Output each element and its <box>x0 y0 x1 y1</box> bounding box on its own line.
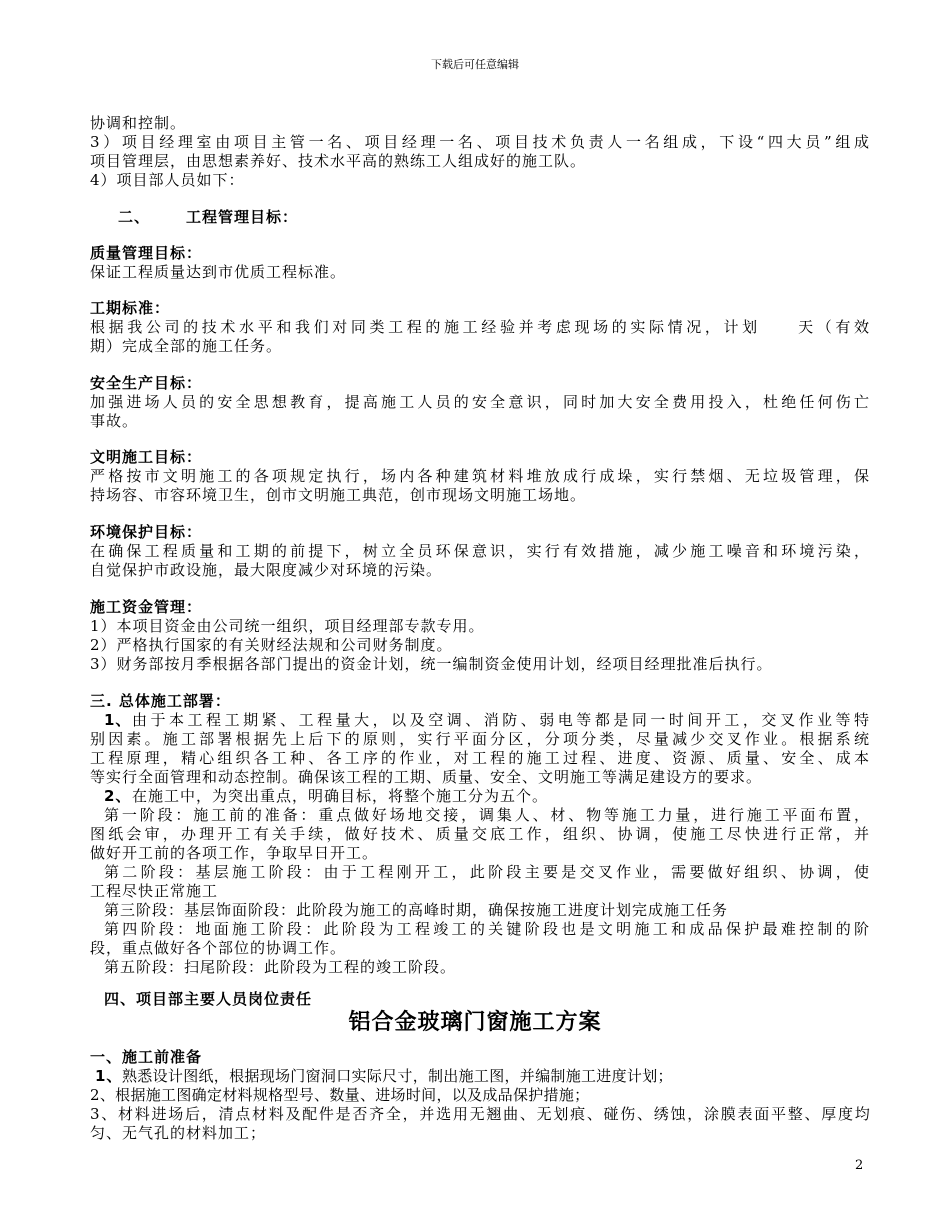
section-heading: 四、项目部主要人员岗位责任 <box>104 990 313 1008</box>
page-header: 下载后可任意编辑 <box>431 58 519 71</box>
text-line: 事故。 <box>90 412 139 430</box>
text-line: 工程尽快正常施工 <box>90 882 219 900</box>
subsection-heading: 环境保护目标： <box>90 523 203 541</box>
text-line: 由于本工程工期紧、工程量大，以及空调、消防、弱电等都是同一时间开工，交叉作业等特 <box>132 711 870 729</box>
list-item: 1）本项目资金由公司统一组织，项目经理部专款专用。 <box>90 617 485 635</box>
text-line: 期）完成全部的施工任务。 <box>90 337 283 355</box>
text-line: 熟悉设计图纸，根据现场门窗洞口实际尺寸，制出施工图，并编制施工进度计划； <box>122 1067 673 1085</box>
text-line: 段，重点做好各个部位的协调工作。 <box>90 939 347 957</box>
text-line: 第五阶段：扫尾阶段：此阶段为工程的竣工阶段。 <box>104 958 457 976</box>
text-line: 第三阶段：基层饰面阶段：此阶段为施工的高峰时期，确保按施工进度计划完成施工任务 <box>104 901 729 919</box>
text-line: 严格按市文明施工的各项规定执行，场内各种建筑材料堆放成行成垛，实行禁烟、无垃圾管理，保 <box>90 467 870 485</box>
item-number: 2、 <box>104 787 132 805</box>
text-line: 等实行全面管理和动态控制。确保该工程的工期、质量、安全、文明施工等满足建设方的要求。 <box>90 768 763 786</box>
text-line: 3、材料进场后，清点材料及配件是否齐全，并选用无翘曲、无划痕、碰伤、绣蚀，涂膜表面平整、厚度均 <box>90 1105 870 1123</box>
text-line: 匀、无气孔的材料加工； <box>90 1124 267 1142</box>
text-line: 加强进场人员的安全思想教育，提高施工人员的安全意识，同时加大安全费用投入，杜绝任何伤亡 <box>90 393 870 411</box>
section-heading: 一、施工前准备 <box>90 1048 203 1066</box>
subsection-heading: 文明施工目标： <box>90 448 203 466</box>
subsection-heading: 质量管理目标： <box>90 244 203 262</box>
section-heading: 三. 总体施工部署： <box>90 692 231 710</box>
text-line: 持场容、市容环境卫生，创市文明施工典范，创市现场文明施工场地。 <box>90 486 587 504</box>
text-line: 第四阶段：地面施工阶段：此阶段为工程竣工的关键阶段也是文明施工和成品保护最难控制的阶 <box>104 920 870 938</box>
text-line: 根据我公司的技术水平和我们对同类工程的施工经验并考虑现场的实际情况，计划 天（有效 <box>90 318 870 336</box>
subsection-heading: 施工资金管理： <box>90 598 203 616</box>
text-line: 4）项目部人员如下： <box>90 171 245 189</box>
text-line: 项目管理层，由思想素养好、技术水平高的熟练工人组成好的施工队。 <box>90 152 587 170</box>
text-line: 协调和控制。 <box>90 114 187 132</box>
text-line: 工程原理，精心组织各工种、各工序的作业，对工程的施工过程、进度、资源、质量、安全、成本 <box>90 749 870 767</box>
section-heading: 工程管理目标： <box>186 208 299 226</box>
text-line: 第二阶段：基层施工阶段：由于工程刚开工，此阶段主要是交叉作业，需要做好组织、协调，使 <box>104 863 870 881</box>
text-line: 自觉保护市政设施，最大限度减少对环境的污染。 <box>90 561 443 579</box>
text-line: 第一阶段：施工前的准备：重点做好场地交接，调集人、材、物等施工力量，进行施工平面布置， <box>104 806 870 824</box>
text-line: 做好开工前的各项工作，争取早日开工。 <box>90 844 379 862</box>
text-line: 在确保工程质量和工期的前提下，树立全员环保意识，实行有效措施，减少施工噪音和环境污染， <box>90 542 870 560</box>
text-line: 3）项目经理室由项目主管一名、项目经理一名、项目技术负责人一名组成，下设“四大员”组成 <box>90 133 870 151</box>
section-number: 二、 <box>118 208 151 226</box>
document-title: 铝合金玻璃门窗施工方案 <box>348 1010 602 1035</box>
subsection-heading: 工期标准： <box>90 299 171 317</box>
subsection-heading: 安全生产目标： <box>90 374 203 392</box>
text-line: 保证工程质量达到市优质工程标准。 <box>90 263 347 281</box>
text-line: 在施工中，为突出重点，明确目标，将整个施工分为五个。 <box>132 787 549 805</box>
text-line: 2、根据施工图确定材料规格型号、数量、进场时间，以及成品保护措施； <box>90 1086 590 1104</box>
text-line: 图纸会审，办理开工有关手续，做好技术、质量交底工作，组织、协调，使施工尽快进行正常，并 <box>90 825 870 843</box>
page-number: 2 <box>855 1158 864 1173</box>
list-item: 2）严格执行国家的有关财经法规和公司财务制度。 <box>90 636 453 654</box>
item-number: 1、 <box>95 1067 123 1085</box>
item-number: 1、 <box>104 711 132 729</box>
list-item: 3）财务部按月季根据各部门提出的资金计划，统一编制资金使用计划，经项目经理批准后执行。 <box>90 655 773 673</box>
text-line: 别因素。施工部署根据先上后下的原则，实行平面分区，分项分类，尽量减少交叉作业。根据系统 <box>90 730 870 748</box>
